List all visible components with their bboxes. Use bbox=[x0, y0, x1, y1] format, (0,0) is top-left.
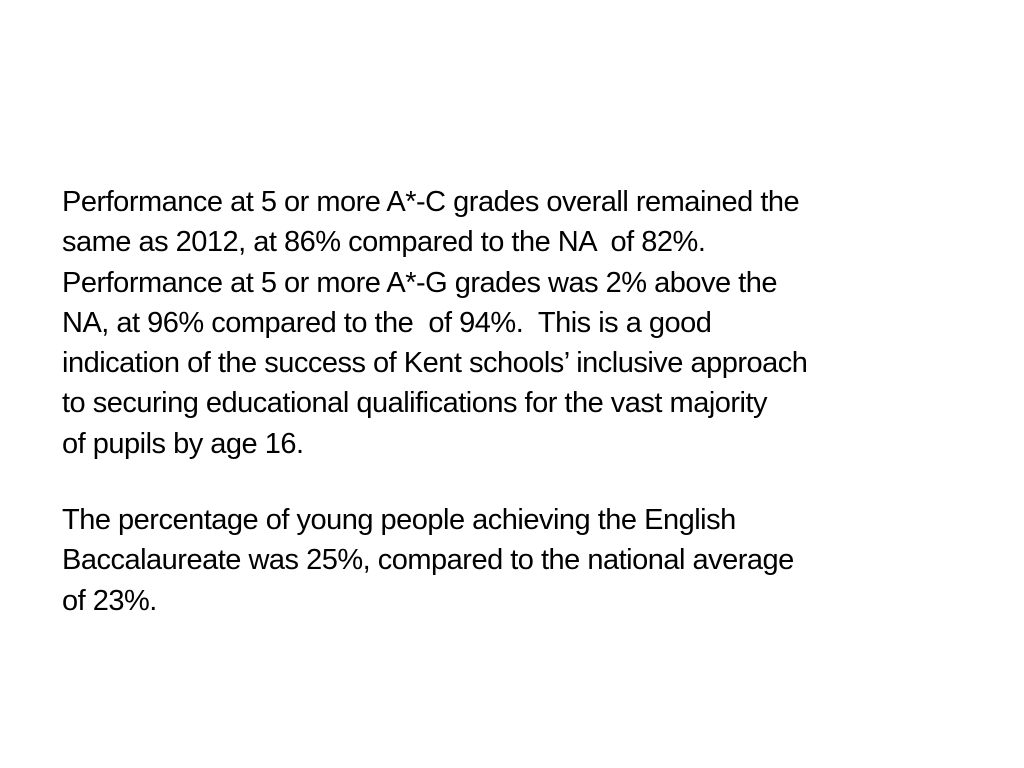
text-line: NA, at 96% compared to the of 94%. This is a good bbox=[62, 306, 712, 339]
text-line: of pupils by age 16. bbox=[62, 427, 304, 460]
text-line: Baccalaureate was 25%, compared to the national average bbox=[62, 544, 794, 577]
text-line: indication of the success of Kent schools’ inclusive approach bbox=[62, 347, 808, 380]
paragraph-gcse-performance bbox=[62, 182, 974, 464]
text-line: same as 2012, at 86% compared to the NA of 82%. bbox=[62, 226, 706, 259]
text-line: of 23%. bbox=[62, 584, 157, 617]
text-line: Performance at 5 or more A*-G grades was 2% above the bbox=[62, 266, 777, 299]
text-line: to securing educational qualifications for the vast majority bbox=[62, 387, 768, 420]
text-line: The percentage of young people achieving the English bbox=[62, 504, 736, 537]
text-line: Performance at 5 or more A*-C grades overall remained the bbox=[62, 186, 800, 218]
paragraph-english-baccalaureate bbox=[62, 500, 974, 621]
slide-body-text bbox=[62, 182, 974, 621]
